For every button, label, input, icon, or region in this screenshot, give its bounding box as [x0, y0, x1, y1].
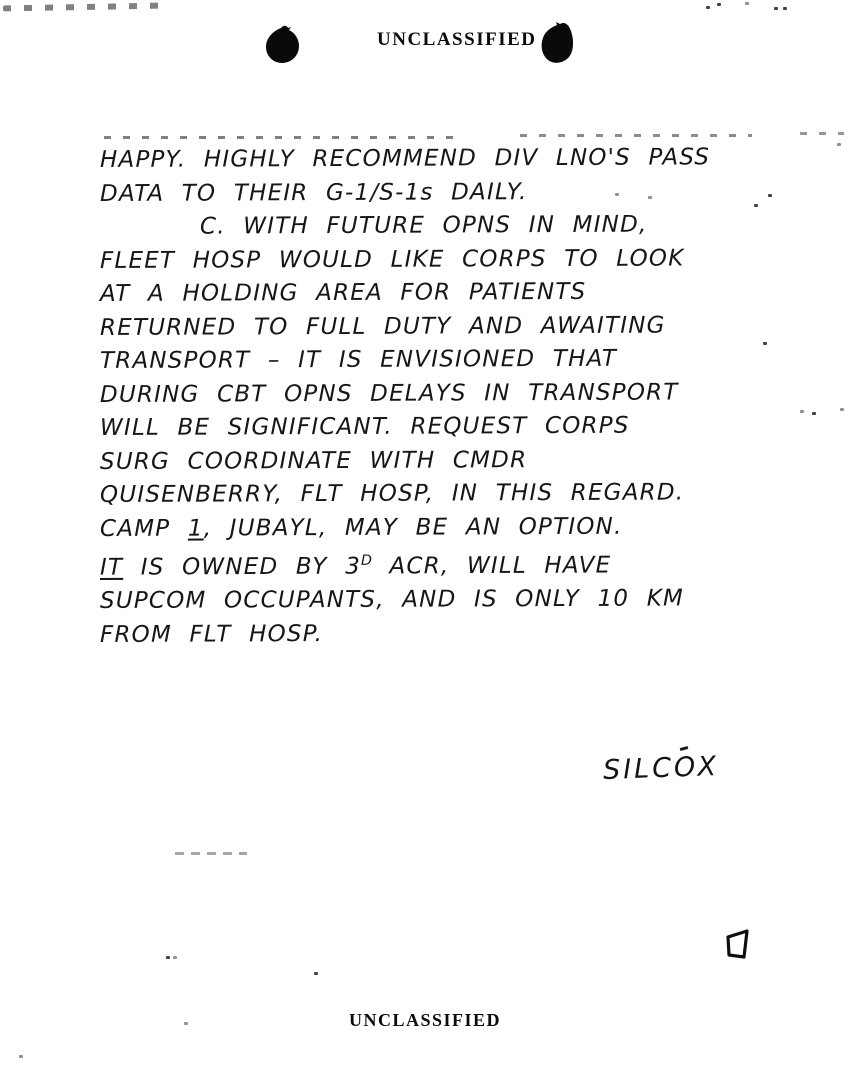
scan-speck	[166, 956, 170, 959]
handwritten-line: C. WITH FUTURE OPNS IN MIND,	[199, 211, 648, 240]
scan-speck	[745, 2, 749, 5]
scan-speck	[837, 143, 841, 146]
scan-speck	[754, 204, 758, 207]
handwritten-line: AT A HOLDING AREA FOR PATIENTS	[99, 278, 587, 307]
handwritten-line: FLEET HOSP WOULD LIKE CORPS TO LOOK	[99, 244, 685, 274]
scan-dash-row	[104, 136, 462, 139]
pen-tick-mark	[680, 746, 689, 751]
ink-blot-left-icon	[264, 24, 300, 64]
ink-blot-right-icon	[536, 20, 576, 66]
scan-dash-row	[175, 852, 247, 855]
scan-speck	[717, 3, 721, 6]
scan-speck	[768, 194, 772, 197]
handwritten-line: TRANSPORT – IT IS ENVISIONED THAT	[99, 345, 618, 374]
signature: SILCOX	[602, 750, 720, 787]
scan-dash-row	[520, 134, 752, 137]
scan-speck	[774, 7, 778, 10]
handwritten-body	[100, 144, 780, 652]
handwritten-line: WILL BE SIGNIFICANT. REQUEST CORPS	[99, 412, 630, 441]
handwritten-line: QUISENBERRY, FLT HOSP, IN THIS REGARD.	[99, 479, 685, 508]
scan-speck	[615, 193, 619, 196]
classification-footer: UNCLASSIFIED	[348, 1010, 502, 1030]
scan-speck	[173, 956, 177, 959]
handwritten-line: SURG COORDINATE WITH CMDR	[99, 446, 528, 475]
scan-speck	[648, 196, 652, 199]
handwritten-line: IT IS OWNED BY $3^D$ ACR, WILL HAVE	[99, 552, 612, 581]
classification-header: UNCLASSIFIED	[377, 29, 537, 50]
scan-smudge	[3, 3, 161, 12]
scan-speck	[19, 1055, 23, 1058]
scan-speck	[763, 342, 767, 345]
handwritten-line: DURING CBT OPNS DELAYS IN TRANSPORT	[99, 378, 679, 408]
scan-speck	[706, 6, 710, 9]
hand-drawn-box-icon	[722, 926, 756, 966]
scan-speck	[812, 412, 816, 415]
scan-speck	[800, 410, 804, 413]
scan-speck	[314, 972, 318, 975]
handwritten-line: SUPCOM OCCUPANTS, AND IS ONLY 10 KM	[99, 585, 685, 615]
handwritten-line: FROM FLT HOSP.	[99, 620, 324, 648]
scan-dash-row	[800, 132, 844, 135]
handwritten-line: RETURNED TO FULL DUTY AND AWAITING	[99, 312, 666, 341]
scan-speck	[783, 7, 787, 10]
scan-speck	[840, 408, 844, 411]
handwritten-line: CAMP 1, JUBAYL, MAY BE AN OPTION.	[99, 513, 623, 542]
handwritten-line: HAPPY. HIGHLY RECOMMEND DIV LNO'S PASS	[99, 144, 711, 173]
handwritten-line: DATA TO THEIR G-1/S-1s DAILY.	[99, 178, 528, 207]
